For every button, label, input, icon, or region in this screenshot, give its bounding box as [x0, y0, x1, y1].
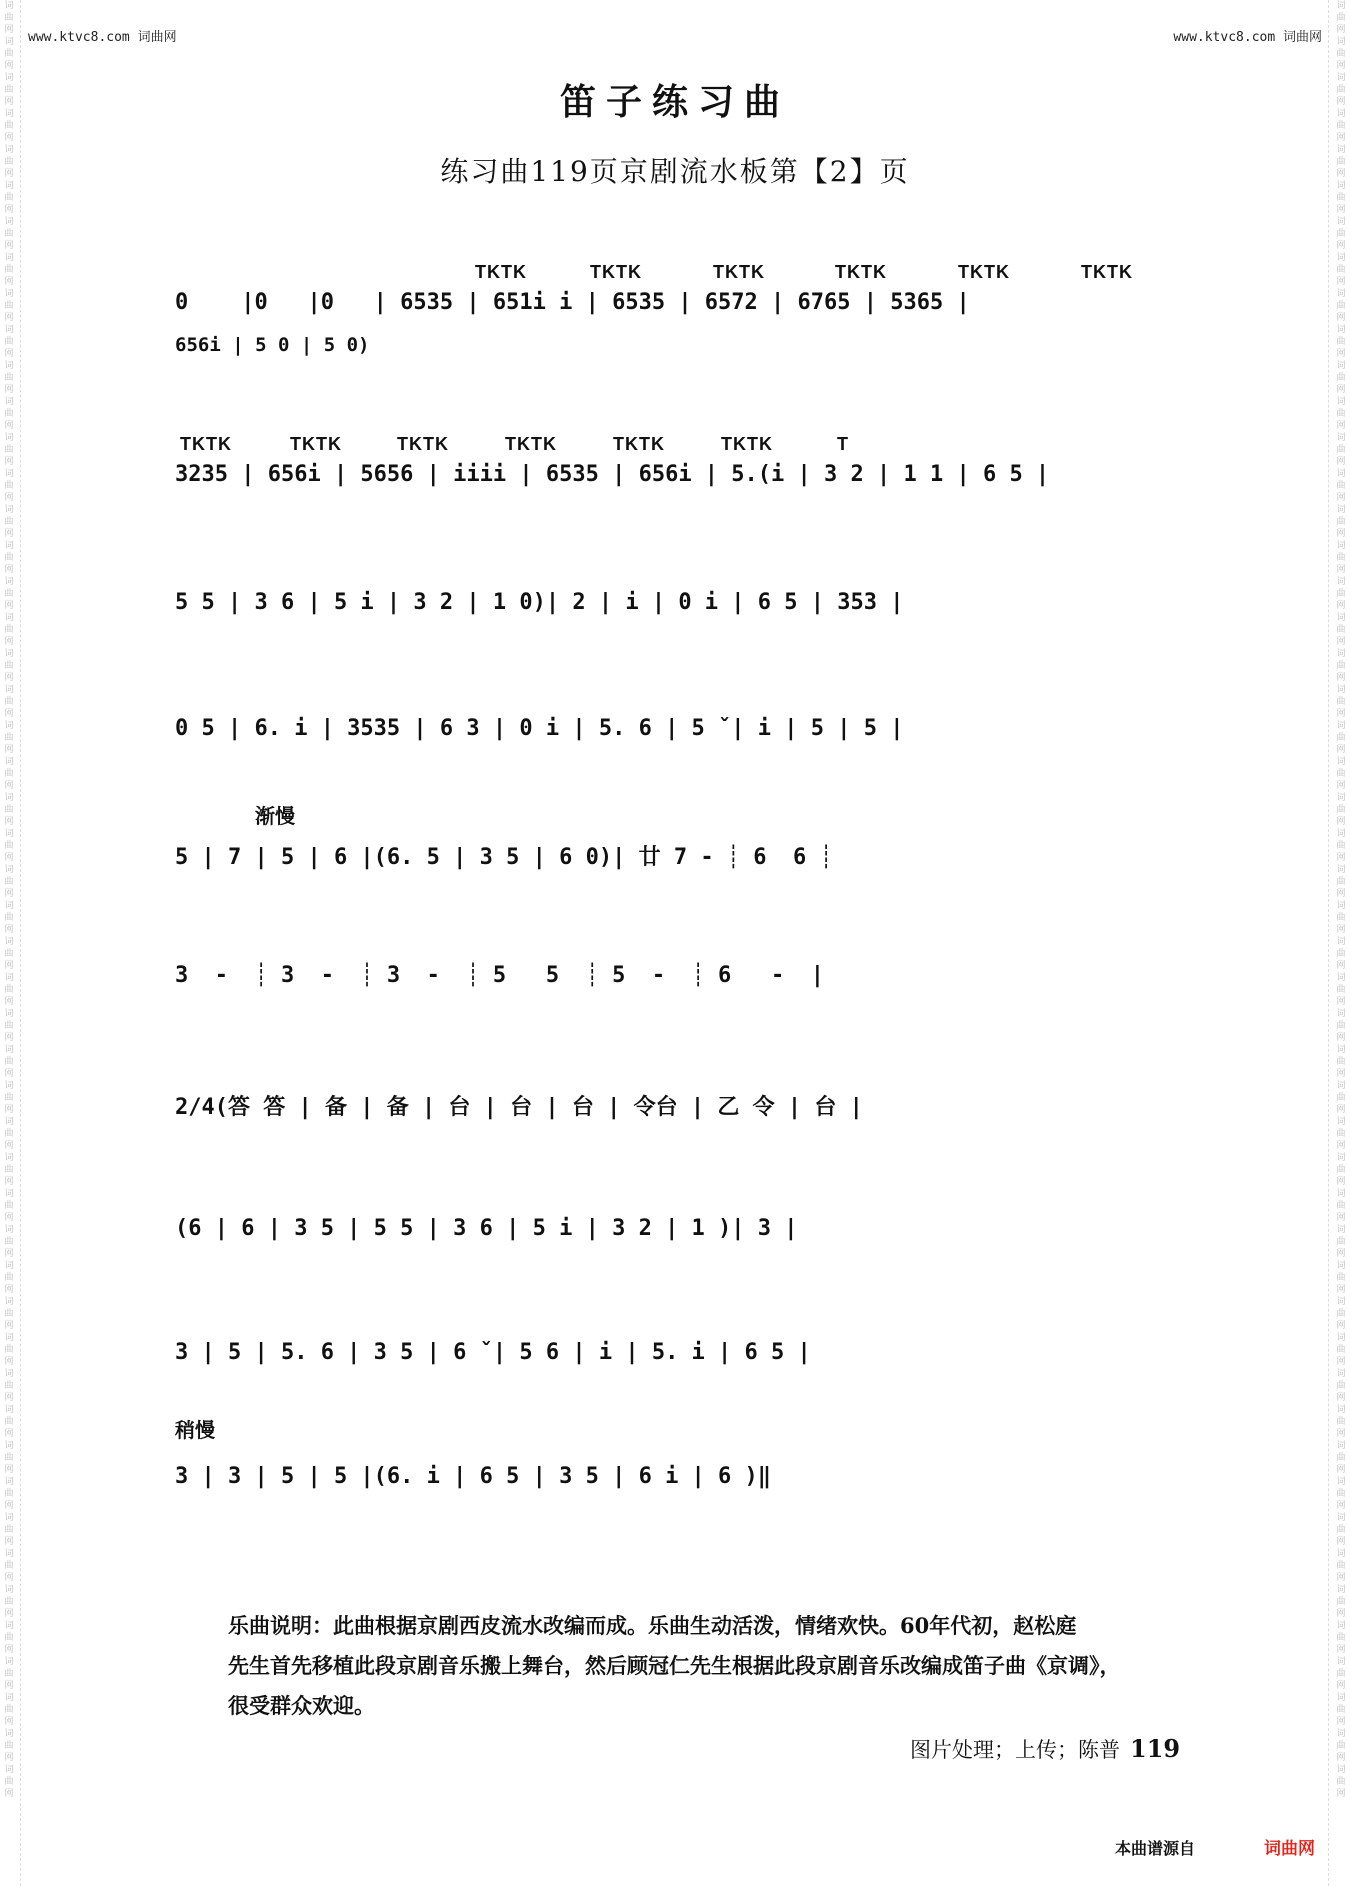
score-row-4 — [175, 688, 1190, 758]
tk-marking: TKTK — [397, 434, 449, 454]
tk-marking: TKTK — [713, 262, 765, 282]
score-row-9 — [175, 1312, 1190, 1382]
tk-marking: TKTK — [475, 262, 527, 282]
description-line: 很受群众欢迎。 — [228, 1693, 375, 1718]
notation-line: 3 - ┊ 3 - ┊ 3 - ┊ 5 5 ┊ 5 - ┊ 6 - | — [175, 963, 825, 988]
page-title: 笛子练习曲 — [559, 81, 790, 123]
tk-marking: TKTK — [835, 262, 887, 282]
tk-marking: TKTK — [1081, 262, 1133, 282]
score-row-5 — [175, 800, 1190, 870]
notation-line: (6 | 6 | 3 5 | 5 5 | 3 6 | 5 i | 3 2 | 1 )| 3 | — [175, 1216, 798, 1241]
score-row-1-continued — [175, 306, 1190, 376]
credit-text: 图片处理；上传；陈普 — [910, 1738, 1120, 1762]
score-row-6 — [175, 935, 1190, 1005]
page-number: 119 — [1130, 1734, 1181, 1763]
tk-marking: T — [837, 434, 849, 454]
score-row-8 — [175, 1188, 1190, 1258]
right-watermark-strip: 词曲网词曲网词曲网词曲网词曲网词曲网词曲网词曲网词曲网词曲网词曲网词曲网词曲网词曲网词曲网词曲网词曲网词曲网词曲网词曲网词曲网词曲网词曲网词曲网词曲网词曲网词曲网词曲网词曲网词曲网词曲网词曲网词曲网词曲网词曲网词曲网词曲网词曲网词曲网词曲网词曲网词曲网词曲网词曲网词曲网词曲网词曲网词曲网词曲网词曲网 — [1336, 1, 1346, 1799]
notation-line: 656i | 5 0 | 5 0) — [175, 334, 370, 356]
notation-line: 2/4(答 答 | 备 | 备 | 台 | 台 | 台 | 令台 | 乙 令 | 台 | — [175, 1095, 863, 1120]
notation-line: 3 | 5 | 5. 6 | 3 5 | 6 ˇ| 5 6 | i | 5. i | 6 5 | — [175, 1340, 811, 1365]
header-left-url: www.ktvc8.com 词曲网 — [28, 30, 177, 45]
notation-line: 3 | 3 | 5 | 5 |(6. i | 6 5 | 3 5 | 6 i | 6 )‖ — [175, 1464, 772, 1489]
tk-marking: TKTK — [505, 434, 557, 454]
tk-marking: TKTK — [180, 434, 232, 454]
right-margin-line — [1328, 0, 1330, 1886]
left-watermark-strip: 词曲网词曲网词曲网词曲网词曲网词曲网词曲网词曲网词曲网词曲网词曲网词曲网词曲网词曲网词曲网词曲网词曲网词曲网词曲网词曲网词曲网词曲网词曲网词曲网词曲网词曲网词曲网词曲网词曲网词曲网词曲网词曲网词曲网词曲网词曲网词曲网词曲网词曲网词曲网词曲网词曲网词曲网词曲网词曲网词曲网词曲网词曲网词曲网词曲网词曲网 — [4, 1, 14, 1799]
notation-line: 5 | 7 | 5 | 6 |(6. 5 | 3 5 | 6 0)| 廿 7 - ┊ 6 6 ┊ — [175, 845, 833, 870]
notation-line: 5 5 | 3 6 | 5 i | 3 2 | 1 0)| 2 | i | 0 i | 6 5 | 353 | — [175, 590, 904, 615]
description-line: 先生首先移植此段京剧音乐搬上舞台，然后顾冠仁先生根据此段京剧音乐改编成笛子曲《京调》， — [228, 1653, 1121, 1678]
tempo-marking: 渐慢 — [255, 804, 295, 828]
upload-credit — [910, 1734, 1180, 1764]
footer-source-site[interactable]: 词曲网 — [1264, 1839, 1315, 1859]
tk-marking: TKTK — [590, 262, 642, 282]
score-row-3 — [175, 562, 1190, 632]
left-margin-line — [20, 0, 22, 1886]
tempo-marking: 稍慢 — [175, 1418, 215, 1442]
score-row-10 — [175, 1414, 1190, 1489]
tk-marking: TKTK — [958, 262, 1010, 282]
notation-line: 3235 | 656i | 5656 | iiii | 6535 | 656i | 5.(i | 3 2 | 1 1 | 6 5 | — [175, 462, 1050, 487]
tk-marking: TKTK — [290, 434, 342, 454]
score-row-2 — [175, 434, 1190, 504]
footer-source-label: 本曲谱源自 — [1115, 1839, 1196, 1858]
description-line: 乐曲说明：此曲根据京剧西皮流水改编而成。乐曲生动活泼，情绪欢快。60年代初，赵松庭 — [228, 1613, 1077, 1638]
page-subtitle: 练习曲119页京剧流水板第【2】页 — [440, 155, 910, 188]
score-row-7 — [175, 1062, 1190, 1132]
header-right-url: www.ktvc8.com 词曲网 — [1173, 30, 1322, 45]
music-description — [228, 1606, 1188, 1726]
notation-line: 0 5 | 6. i | 3535 | 6 3 | 0 i | 5. 6 | 5 ˇ| i | 5 | 5 | — [175, 716, 904, 741]
notation-line: 0 |0 |0 | 6535 | 651i i | 6535 | 6572 | 6765 | 5365 | — [175, 290, 970, 315]
tk-marking: TKTK — [721, 434, 773, 454]
tk-marking: TKTK — [613, 434, 665, 454]
